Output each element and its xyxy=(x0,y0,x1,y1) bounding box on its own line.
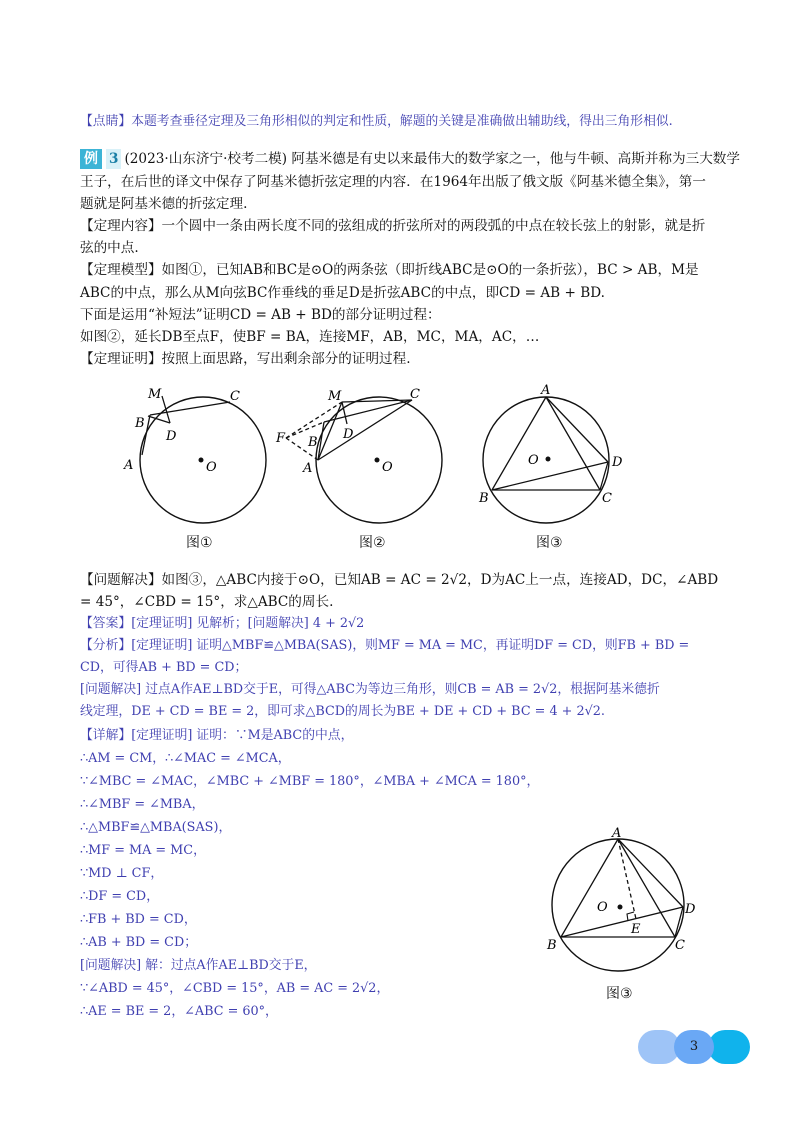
fig3-caption: 图③ xyxy=(536,535,563,551)
label-m: M xyxy=(148,387,162,402)
text-line: = 45°，∠CBD = 15°，求△ABC的周长. xyxy=(80,594,334,610)
text-line: 题就是阿基米德的折弦定理. xyxy=(80,196,248,212)
label-b: B xyxy=(479,491,489,506)
figure-2 xyxy=(272,380,452,530)
label-a: A xyxy=(612,826,622,841)
page-number: 3 xyxy=(689,1039,699,1054)
detail-line: ∴△MBF≌△MBA(SAS)， xyxy=(80,820,232,835)
detail-line: 【详解】[定理证明] 证明：∵M是ABC的中点， xyxy=(80,728,354,743)
detail-line: ∴AE = BE = 2，∠ABC = 60°， xyxy=(80,1004,278,1019)
page-pill-right xyxy=(708,1030,750,1064)
label-b: B xyxy=(308,435,318,450)
analysis-line: [问题解决] 过点A作AE⊥BD交于E，可得△ABC为等边三角形，则CB = AB = 2√2，根据阿基米德折 xyxy=(80,682,660,697)
text-line: 王子，在后世的译文中保存了阿基米德折弦定理的内容．在1964年出版了俄文版《阿基米德全集》，第一 xyxy=(80,174,706,190)
label-c: C xyxy=(675,938,685,953)
label-c: C xyxy=(230,389,240,404)
figure-3 xyxy=(478,380,638,530)
label-o: O xyxy=(206,460,217,475)
example-text: (2023·山东济宁·校考二模) 阿基米德是有史以来最伟大的数学家之一，他与牛顿、高斯并称为三大数学 xyxy=(124,151,740,167)
analysis-line: CD，可得AB + BD = CD； xyxy=(80,660,248,675)
detail-line: [问题解决] 解：过点A作AE⊥BD交于E， xyxy=(80,958,317,973)
analysis-line: 线定理，DE + CD = BE = 2，即可求△BCD的周长为BE + DE + CD + BC = 4 + 2√2. xyxy=(80,704,605,719)
detail-line: ∴AM = CM，∴∠MAC = ∠MCA， xyxy=(80,751,291,766)
detail-line: ∵MD ⊥ CF， xyxy=(80,866,164,881)
label-o: O xyxy=(528,453,539,468)
text-line: ABC的中点，那么从M向弦BC作垂线的垂足D是折弦ABC的中点，即CD = AB + BD. xyxy=(80,285,605,301)
label-e: E xyxy=(631,922,641,937)
page-number-pill xyxy=(674,1030,714,1064)
label-d: D xyxy=(612,455,623,470)
detail-line: ∵∠ABD = 45°，∠CBD = 15°，AB = AC = 2√2， xyxy=(80,981,390,996)
label-m: M xyxy=(328,389,342,404)
label-c: C xyxy=(602,491,612,506)
label-c: C xyxy=(410,387,420,402)
label-o: O xyxy=(597,900,608,915)
text-line: 弦的中点. xyxy=(80,240,139,256)
text-line: 【定理内容】一个圆中一条由两长度不同的弦组成的折弦所对的两段弧的中点在较长弦上的射影，就是折 xyxy=(80,218,706,234)
text-line: 下面是运用“补短法”证明CD = AB + BD的部分证明过程： xyxy=(80,307,441,323)
label-f: F xyxy=(276,431,286,446)
detail-line: ∴FB + BD = CD， xyxy=(80,912,197,927)
figure-1 xyxy=(118,380,288,530)
label-a: A xyxy=(541,383,551,398)
fig1-caption: 图① xyxy=(186,535,213,551)
detail-line: ∴AB + BD = CD； xyxy=(80,935,198,950)
detail-line: ∴MF = MA = MC， xyxy=(80,843,206,858)
label-o: O xyxy=(382,460,393,475)
label-a: A xyxy=(124,458,134,473)
example-heading xyxy=(80,149,740,169)
example-badge: 例 xyxy=(80,149,102,169)
figure-4 xyxy=(535,825,705,975)
text-line: 【问题解决】如图③，△ABC内接于⊙O，已知AB = AC = 2√2，D为AC上一点，连接AD，DC，∠ABD xyxy=(80,572,719,588)
text-line: 【定理模型】如图①，已知AB和BC是⊙O的两条弦（即折线ABC是⊙O的一条折弦），BC > AB，M是 xyxy=(80,262,699,278)
label-a: A xyxy=(303,461,313,476)
fig4-caption: 图③ xyxy=(606,986,633,1002)
analysis-line: 【分析】[定理证明] 证明△MBF≌△MBA(SAS)，则MF = MA = MC，再证明DF = CD，则FB + BD = xyxy=(80,638,690,653)
label-b: B xyxy=(547,938,557,953)
detail-line: ∵∠MBC = ∠MAC，∠MBC + ∠MBF = 180°，∠MBA + ∠MCA = 180°， xyxy=(80,774,540,789)
detail-line: ∴DF = CD， xyxy=(80,889,159,904)
text-line: 【定理证明】按照上面思路，写出剩余部分的证明过程. xyxy=(80,351,411,367)
answer-line: 【答案】[定理证明] 见解析；[问题解决] 4 + 2√2 xyxy=(80,616,365,631)
label-b: B xyxy=(135,416,145,431)
note-line: 【点睛】本题考查垂径定理及三角形相似的判定和性质，解题的关键是准确做出辅助线，得出三角形相似. xyxy=(80,114,673,129)
label-d: D xyxy=(685,902,696,917)
example-number: 3 xyxy=(106,149,121,169)
label-d: D xyxy=(343,427,354,442)
label-d: D xyxy=(166,429,177,444)
fig2-caption: 图② xyxy=(359,535,386,551)
detail-line: ∴∠MBF = ∠MBA， xyxy=(80,797,205,812)
text-line: 如图②，延长DB至点F，使BF = BA，连接MF，AB，MC，MA，AC，… xyxy=(80,329,540,345)
